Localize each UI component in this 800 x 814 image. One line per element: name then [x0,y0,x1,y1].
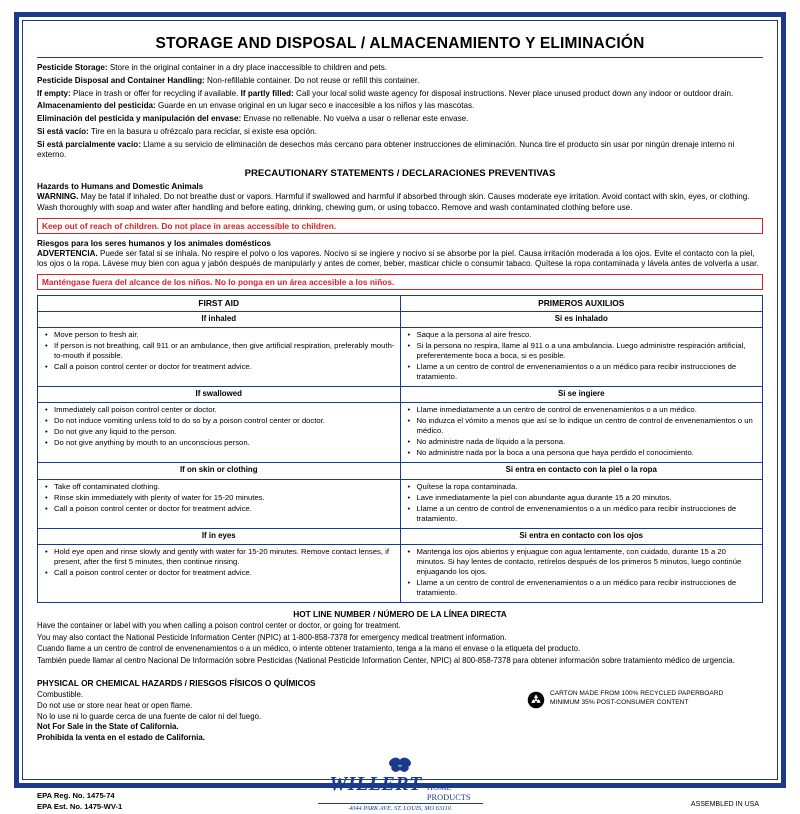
product-label-border [14,12,786,812]
table-row [38,528,763,544]
storage-line-es-2-lead: Eliminación del pesticida y manipulación del envase: [37,114,242,123]
first-aid-items-es-0 [400,328,763,387]
list-item: • Call a poison control center or doctor for treatment advice. [52,362,395,372]
brand-divider [318,803,483,804]
brand-subtitle [427,783,471,801]
recycle-line-2: MINIMUM 35% POST-CONSUMER CONTENT [550,698,689,706]
storage-line-es-4-text: Llame a su servicio de eliminación de desechos más cercano para obtener instrucciones de eliminación. Nunca tire el producto sin usar por ningún drenaje interno ni externo. [37,139,735,160]
brand-logo [270,757,530,811]
list-item: • Call a poison control center or doctor for treatment advice. [52,504,395,514]
list-item: • Saque a la persona al aire fresco. [415,330,758,340]
list-item: • Llame a un centro de control de envenenamientos o a un médico para recibir instrucciones de tratamiento. [415,362,758,382]
storage-line-en-3-text: Place in trash or offer for recycling if available. [70,88,241,98]
list-item: • Do not induce vomiting unless told to do so by a poison control center or doctor. [52,416,395,426]
first-aid-list-en-0 [43,330,395,372]
first-aid-items-en-3 [38,544,401,602]
first-aid-items-es-3 [400,544,763,602]
first-aid-items-es-2 [400,479,763,528]
warning-lead-es: ADVERTENCIA. [37,248,98,258]
storage-line-es-3-lead: Si está vacío: [37,126,89,136]
list-item: • Llame a un centro de control de envenenamientos o a un médico para recibir instrucciones de tratamiento. [415,578,758,598]
product-label-content [22,20,778,812]
list-item: • No induzca el vómito a menos que así se lo indique un centro de control de envenenamientos o un médico. [415,416,758,436]
phys-line-5: Prohibida la venta en el estado de California. [37,733,205,743]
list-item: • Call a poison control center or doctor for treatment advice. [52,568,395,578]
storage-line-en-2 [37,76,763,87]
brand-address: 4044 PARK AVE. ST. LOUIS, MO 63110 [349,804,451,812]
table-row [38,328,763,387]
footer-bottom-row [37,748,763,814]
physical-chemical-hazards-heading: PHYSICAL OR CHEMICAL HAZARDS / RIESGOS FÍSICOS O QUÍMICOS [37,678,316,689]
first-aid-subhead-es-0: Si es inhalado [400,311,763,327]
storage-line-en-1-lead: Pesticide Storage: [37,63,108,72]
brand-row [270,774,530,801]
storage-disposal-section [37,63,763,161]
storage-line-es-3 [37,127,763,138]
list-item: • Take off contaminated clothing. [52,482,395,492]
list-item: • Do not give any liquid to the person. [52,427,395,437]
warning-lead-en: WARNING. [37,192,79,201]
table-row [38,463,763,479]
first-aid-subhead-es-2: Si entra en contacto con la piel o la ropa [400,463,763,479]
phys-line-4: Not For Sale in the State of California. [37,722,179,732]
list-item: • Lave inmediatamente la piel con abundante agua durante 15 a 20 minutos. [415,493,758,503]
first-aid-items-en-2 [38,479,401,528]
phys-line-1: Combustible. [37,690,84,700]
storage-line-es-1-lead: Almacenamiento del pesticida: [37,101,156,111]
first-aid-list-es-2 [406,482,758,524]
recycled-paperboard-notice [527,690,757,713]
epa-est-number: EPA Est. No. 1475-WV-1 [37,801,123,811]
list-item: • Quítese la ropa contaminada. [415,482,758,492]
list-item: • Hold eye open and rinse slowly and gently with water for 15-20 minutes. Remove contact lenses, if present, after the first 5 minutes, then continue rinsing. [52,547,395,567]
warning-text-es: Puede ser fatal si se inhala. No respire el polvo o los vapores. Nocivo si se ingiere y nocivo si se absorbe por la piel. Causa irritación moderada a los ojos. Evite el contacto con la piel, los ojos o la ropa. Lávese muy bien con agua y jabón después de manipularly y antes de comer, beber, masticar chicle o consumir tabaco. Quítese la ropa contaminada y lávela antes de volverla a usar. [37,248,759,269]
recycle-line-1: CARTON MADE FROM 100% RECYCLED PAPERBOARD [550,690,724,698]
list-item: • No administre nada de líquido a la persona. [415,437,758,447]
assembled-in-usa: ASSEMBLED IN USA [690,800,759,808]
phys-line-3: No lo use ni lo guarde cerca de una fuente de calor ni del fuego. [37,711,262,721]
storage-line-en-1 [37,63,763,74]
storage-line-en-3-text2: Call your local solid waste agency for disposal instructions. Never place unused product down any indoor or outdoor drain. [293,88,734,98]
warning-paragraph-en [37,192,763,214]
list-item: • No administre nada por la boca a una persona que haya perdido el conocimiento. [415,448,758,458]
epa-numbers [37,791,122,812]
storage-line-es-1 [37,101,763,112]
storage-line-es-4 [37,140,763,162]
first-aid-list-en-3 [43,547,395,578]
phys-line-2: Do not use or store near heat or open flame. [37,700,193,710]
first-aid-subhead-en-2: If on skin or clothing [38,463,401,479]
warning-paragraph-es [37,249,763,271]
hazards-heading-es: Riesgos para los seres humanos y los animales domésticos [37,238,271,248]
brand-sub-line2: PRODUCTS [426,792,471,802]
first-aid-items-en-1 [38,403,401,463]
hotline-section [37,621,763,666]
list-item: • Si la persona no respira, llame al 911 o a una ambulancia. Luego administre respiración artificial, preferentemente boca a boca, si es posible. [415,341,758,361]
epa-reg-number: EPA Reg. No. 1475-74 [37,791,115,801]
first-aid-list-en-2 [43,482,395,514]
first-aid-subhead-en-0: If inhaled [38,311,401,327]
list-item: • Llame a un centro de control de envenenamientos o a un médico para recibir instrucciones de tratamiento. [415,504,758,524]
label-title: STORAGE AND DISPOSAL / ALMACENAMIENTO Y ELIMINACIÓN [155,35,645,52]
first-aid-subhead-en-3: If in eyes [38,528,401,544]
storage-line-es-2 [37,114,763,125]
first-aid-list-es-3 [406,547,758,598]
first-aid-table [37,295,763,603]
table-row [38,403,763,463]
first-aid-subhead-es-1: Si se ingiere [400,387,763,403]
hotline-line-3: Cuando llame a un centro de control de envenenamientos o a un médico, o intente obtener tratamiento, tenga a la mano el envase o la etiqueta del producto. [37,644,581,654]
hotline-line-4: También puede llamar al centro Nacional De Información sobre Pesticidas (National Pesticide Information Center, NPIC) al 800-858-7378 para obtener información sobre tratamiento médico de urgencia. [37,655,735,665]
warning-paragraph-en-body [37,192,763,214]
hotline-line-1: Have the container or label with you when calling a poison control center or doctor, or going for treatment. [37,620,401,630]
title-divider [37,57,763,58]
storage-line-en-3 [37,89,763,100]
first-aid-items-en-0 [38,328,401,387]
first-aid-items-es-1 [400,403,763,463]
storage-line-en-2-text: Non-refillable container. Do not reuse or refill this container. [204,75,420,85]
first-aid-subhead-en-1: If swallowed [38,387,401,403]
first-aid-header-row [38,296,763,312]
warning-paragraph-es-body [37,249,763,271]
first-aid-header-es: PRIMEROS AUXILIOS [400,296,763,312]
table-row [38,311,763,327]
hotline-line-2: You may also contact the National Pesticide Information Center (NPIC) at 1-800-858-7378 for emergency medical treatment information. [37,632,507,642]
recycle-icon [527,691,545,713]
first-aid-list-es-1 [406,405,758,458]
list-item: • Mantenga los ojos abiertos y enjuague con agua lentamente, con cuidado, durante 15 a 20 minutos. Si hay lentes de contacto, retírelos después de los primeros 5 minutos, luego continúe enjuagando los ojos. [415,547,758,577]
list-item: • Rinse skin immediately with plenty of water for 15-20 minutes. [52,493,395,503]
first-aid-header-en: FIRST AID [38,296,401,312]
table-row [38,479,763,528]
first-aid-list-en-1 [43,405,395,448]
hotline-heading: HOT LINE NUMBER / NÚMERO DE LA LÍNEA DIRECTA [293,608,507,619]
storage-line-es-1-text: Guarde en un envase original en un lugar seco e inaccesible a los niños y las mascotas. [155,101,475,111]
footer-top-row [37,690,763,744]
list-item: • Immediately call poison control center or doctor. [52,405,395,415]
table-row [38,387,763,403]
first-aid-subhead-es-3: Si entra en contacto con los ojos [400,528,763,544]
keep-out-of-reach-box-en: Keep out of reach of children. Do not place in areas accessible to children. [37,218,763,234]
storage-line-es-3-text: Tire en la basura u ofrézcalo para reciclar, si existe esa opción. [88,126,317,136]
keep-out-of-reach-box-es: Manténgase fuera del alcance de los niños. No lo ponga en un área accesible a los niños. [37,274,763,290]
physical-hazards-text [37,690,473,744]
list-item: • Llame inmediatamente a un centro de control de envenenamientos o a un médico. [415,405,758,415]
list-item: • Move person to fresh air. [52,330,395,340]
storage-line-es-4-lead: Si está parcialmente vacío: [37,139,141,149]
storage-line-es-2-text: Envase no rellenable. No vuelva a usar o rellenar este envase. [241,114,469,123]
first-aid-list-es-0 [406,330,758,382]
list-item: • Do not give anything by mouth to an unconscious person. [52,438,395,448]
precautionary-statements-heading: PRECAUTIONARY STATEMENTS / DECLARACIONES PREVENTIVAS [244,168,556,179]
storage-line-en-2-lead: Pesticide Disposal and Container Handling: [37,75,205,85]
storage-line-en-3-lead: If empty: [37,88,71,98]
hazards-heading-en: Hazards to Humans and Domestic Animals [37,182,204,191]
storage-line-en-3-lead2: If partly filled: [240,88,294,98]
list-item: • If person is not breathing, call 911 or an ambulance, then give artificial respiration, preferably mouth-to-mouth if possible. [52,341,395,361]
storage-line-en-1-text: Store in the original container in a dry place inaccessible to children and pets. [107,63,388,72]
brand-sub-line1: HOME [426,783,452,793]
table-row [38,544,763,602]
brand-name: WILLERT [329,773,422,796]
recycle-text [550,690,723,707]
warning-text-en: May be fatal if inhaled. Do not breathe dust or vapors. Harmful if swallowed and harmful if absorbed through skin. Causes moderate eye irritation. Avoid contact with skin, eyes, or clothing. Wash thoroughly with soap and water after handling and before eating, drinking, chewing gum, or using tobacco. Remove and wash contaminated clothing before use. [37,192,750,212]
